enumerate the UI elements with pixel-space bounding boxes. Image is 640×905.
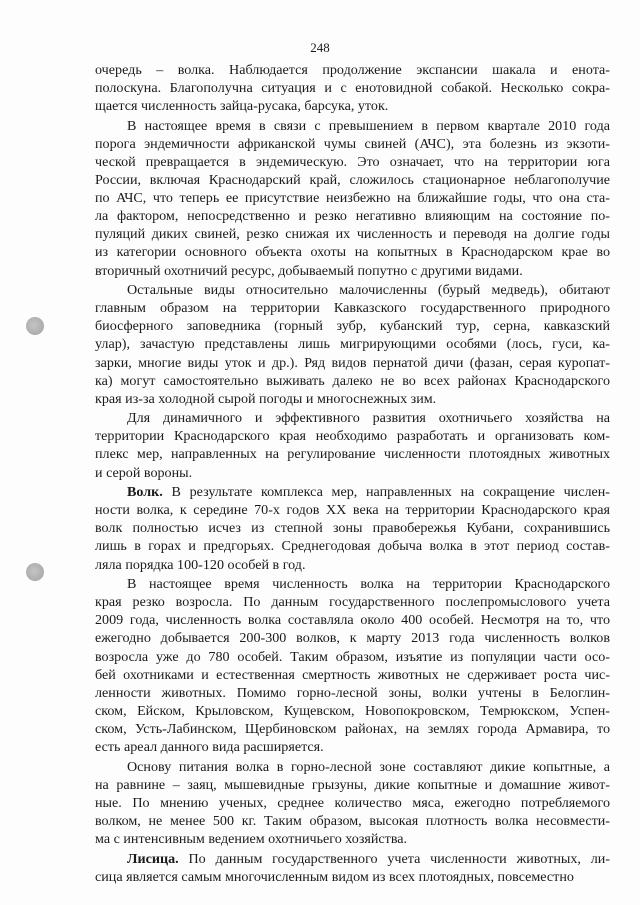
text-line: края из-за холодной сырой погоды и многоснежных зим. [95,390,437,407]
paragraph [95,61,610,115]
text-line: улар), зачастую представлены лишь мигрирующими особями (лось, гуси, ка- [95,336,610,353]
punch-hole-top [26,317,44,335]
text-line: вторичный охотничий ресурс, добываемый попутно с другими видами. [95,262,523,279]
text-line: зарки, многие виды уток и др.). Ряд видов пернатой дичи (фазан, серая куропат- [95,354,610,371]
paragraph [95,117,610,280]
text-line: щается численность зайца-русака, барсука, уток. [95,98,389,115]
text-line: и серой вороны. [95,464,193,481]
text-line: 2009 года, численность волка составляла около 400 особей. Несмотря на то, что [95,612,610,629]
text-line: В настоящее время численность волка на территории Краснодарского [127,576,610,593]
text-line: бей охотниками и естественная смертность животных не сдерживает роста чис- [95,666,610,683]
text-line: ском, Ейском, Крыловском, Кущевском, Новопокровском, Темрюкском, Успен- [95,702,610,719]
text-line: ла фактором, непосредственно и резко негативно влияющим на состояние по- [95,208,610,225]
line-text: В результате комплекса мер, направленных на сокращение числен- [162,484,610,501]
text-line: ма с интенсивным ведением охотничьего хозяйства. [95,830,408,847]
text-line: по АЧС, что теперь ее присутствие неизбежно на ближайшие годы, что она ста- [95,190,610,207]
body-text [95,61,610,886]
text-line: полоскуна. Благополучна ситуация и с енотовидной собакой. Несколько сокра- [95,80,610,97]
punch-hole-bottom [26,563,44,581]
text-line: территории Краснодарского края необходимо разработать и организовать ком- [95,428,610,445]
text-line: волк полностью исчез из степной зоны правобережья Кубани, сохранившись [95,520,610,537]
section-term: Волк. [127,484,163,501]
text-line: ности волка, к середине 70-х годов XX века на территории Краснодарского края [95,502,610,519]
paragraph [95,850,610,886]
text-line: плекс мер, направленных на регулирование численности плотоядных животных [95,446,610,463]
page-number: 248 [310,40,330,55]
text-line: лишь в горах и предгорьях. Среднегодовая добыча волка в этот период состав- [95,538,610,555]
text-line: ском, Усть-Лабинском, Щербиновском районах, на землях города Армавира, то [95,720,610,737]
paragraph [95,575,610,756]
text-line: сица является самым многочисленным видом из всех плотоядных, повсеместно [95,868,574,885]
text-line: Для динамичного и эффективного развития охотничьего хозяйства на [127,410,610,427]
text-line: из категории основного объекта охоты на копытных в Краснодарском крае во [95,244,610,261]
text-line: ческой превращается в эндемическую. Это означает, что на территории юга [95,153,610,170]
text-line: В настоящее время в связи с превышением в первом квартале 2010 года [127,117,610,134]
paragraph [95,281,610,408]
text-line: пуляций диких свиней, резко снижая их численность и переводя на долгие годы [95,226,610,243]
text-line: биосферного заповедника (горный зубр, кубанский тур, серна, кавказский [95,318,610,335]
line-text: По данным государственного учета численности животных, ли- [178,850,610,867]
text-line: есть ареал данного вида расширяется. [95,738,324,755]
section-term: Лисица. [127,850,179,867]
paragraph [95,758,610,848]
text-line: ка) могут самостоятельно выживать далеко не во всех районах Краснодарского [95,372,610,389]
text-line: ленности животных. Помимо горно-лесной зоны, волки учтены в Белоглин- [95,684,610,701]
paragraph [95,409,610,481]
text-line: волком, не менее 500 кг. Таким образом, высокая плотность волка несовмести- [95,812,610,829]
text-line: России, включая Краснодарский край, сложилось стационарное неблагополучие [95,172,610,189]
text-line: на равнине – заяц, мышевидные грызуны, дикие копытные и домашние живот- [95,776,610,793]
text-line: порога эндемичности африканской чумы свиней (АЧС), эта болезнь из экзоти- [95,135,610,152]
paragraph [95,483,610,573]
text-line: главным образом на территории Кавказского государственного природного [95,300,610,317]
text-line: ляла порядка 100-120 особей в год. [95,556,306,573]
text-line [95,483,610,501]
text-line: ные. По мнению ученых, среднее количество мяса, ежегодно потребляемого [95,794,610,811]
text-line: Остальные виды относительно малочисленны (бурый медведь), обитают [127,282,610,299]
text-line: края резко возросла. По данным государственного послепромыслового учета [95,594,610,611]
text-line: ежегодно добывается 200-300 волков, к марту 2013 года численность волков [95,630,610,647]
text-line: Основу питания волка в горно-лесной зоне составляют дикие копытные, а [127,758,610,775]
text-line: очередь – волка. Наблюдается продолжение экспансии шакала и енота- [95,62,610,78]
text-line: возросла уже до 780 особей. Таким образом, изъятие из популяции части осо- [95,648,610,665]
text-line [95,850,610,868]
